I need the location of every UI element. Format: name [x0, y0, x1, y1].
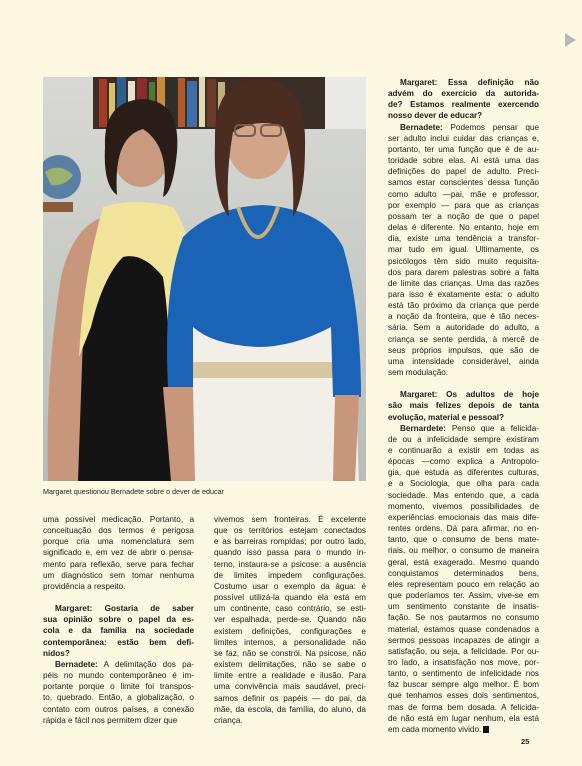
answer-line: criança se sente perdida, à mercê de: [388, 334, 539, 344]
answer-line: delas é diferente. No entanto, hoje em: [388, 223, 539, 233]
body-text-line: mãe, da escola, da família, do aluno, da: [214, 704, 366, 714]
answer-line: em cada momento vivido.: [388, 724, 539, 735]
question-line: nidos?: [43, 648, 70, 658]
answer-line: fação. Se nos pautarmos no consumo: [388, 613, 539, 623]
question-line: são mais felizes depois de tanta: [388, 401, 539, 411]
answer-line: Bernardete: Penso que a felicida-: [400, 423, 539, 433]
answer-line: épocas —como explica a Antropolo-: [388, 457, 539, 467]
answer-line: de limite das crianças. Uma das razões: [388, 278, 539, 288]
answer-line: dia, existe uma tendência a transfor-: [388, 234, 539, 244]
answer-line: a noção da fronteira, que é tão neces-: [388, 312, 539, 322]
answer-line: material, estamos quase condenados a: [388, 624, 539, 634]
body-text-line: significado e, em vez de abrir o pensa-: [43, 548, 194, 558]
answer-line: sem modulação.: [388, 368, 449, 378]
body-text-line: existem delimitações, não se sabe o: [214, 660, 366, 670]
answer-line: por exemplo — para que as crianças: [388, 200, 539, 210]
body-text-line: um diagnóstico sem tomar nenhuma: [43, 570, 194, 580]
body-text-line: limite entre a realidade e ilusão. Para: [214, 671, 366, 681]
text-column-1: [43, 514, 194, 726]
answer-line: momento, vivemos possibilidades de: [388, 501, 539, 511]
body-text-line: ver espalhada, perde-se. Quando não: [214, 615, 366, 625]
answer-line: para isso é exatamente esta: o adulto: [388, 289, 539, 299]
answer-line: que poderíamos ter. Assim, vive-se em: [388, 591, 539, 601]
question-line: sua opinião sobre o papel da es-: [43, 615, 194, 625]
answer-line: tanto, que o consumo de bens mate-: [388, 535, 539, 545]
question-line: de? Estamos realmente exercendo: [388, 100, 539, 110]
body-text-line: criança.: [214, 715, 243, 725]
body-text-line: samos definir os papéis — do pai, da: [214, 693, 366, 703]
answer-line: está tão próximo da criança que perde: [388, 301, 539, 311]
body-text-line: mento para reflexão, serve para fechar: [43, 559, 194, 569]
question-line: Margaret: Os adultos de hoje: [400, 390, 539, 400]
body-text-line: vivemos sem fronteiras. É excelente: [214, 515, 366, 524]
answer-line: dos para darem palestras sobre a falta: [388, 267, 539, 277]
answer-line: rentes ordens. Dá para afirmar, no en-: [388, 524, 539, 534]
answer-line: de ou a infelicidade sempre existiram: [388, 434, 539, 444]
answer-line: sária. Sem a autoridade do adulto, a: [388, 323, 539, 333]
answer-line: uma intensidade considerável, ainda: [388, 356, 539, 366]
answer-line: mar tudo em igual. Ultimamente, os: [388, 245, 539, 255]
body-text-line: possível utilizá-la quando ela está em: [214, 593, 366, 603]
answer-line: portanto, ter uma função que é de au-: [388, 144, 539, 154]
answer-line: conquistamos determinados bens,: [388, 568, 539, 578]
body-text-line: providência a respeito.: [43, 581, 126, 591]
body-text-line: limites internos, a personalidade não: [214, 637, 366, 647]
body-text-line: uma convivência mais saudável, preci-: [214, 682, 366, 692]
body-text-line: existem definições, configurações e: [214, 626, 366, 636]
answer-line: Bernadete: Podemos pensar que: [400, 122, 539, 132]
answer-line: Bernadete: A delimitação dos pa-: [55, 659, 194, 669]
body-text-line: porque cria uma nomenclatura sem: [43, 537, 194, 547]
body-text-line: de limites impedem configurações.: [214, 570, 366, 580]
corner-arrow-icon: [563, 33, 576, 47]
answer-line: psicólogos têm sido muito requisita-: [388, 256, 539, 266]
answer-line: rápida e fácil nos permitem dizer que: [43, 715, 178, 725]
answer-line: contato com outros países, a conexão: [43, 704, 194, 714]
answer-line: como adulto —pai, mãe e professor,: [388, 189, 539, 199]
answer-line: ser adulto inclui cuidar das crianças e,: [388, 133, 539, 143]
answer-line: mas de forma bem dosada. A felicida-: [388, 702, 539, 712]
question-line: cola e da família na sociedade: [43, 626, 194, 636]
question-line: Margaret: Gostaria de saber: [55, 604, 194, 614]
answer-line: experiências emocionais das mais dife-: [388, 512, 539, 522]
answer-line: to, quebrado. Então, a globalização, o: [43, 693, 194, 703]
question-line: Margaret: Essa definição não: [400, 78, 539, 87]
question-line: advém do exercício da autorida-: [388, 89, 539, 99]
question-line: contemporânea: estão bem defi-: [43, 637, 194, 647]
answer-line: geral, está exagerado. Mesmo quando: [388, 557, 539, 567]
end-of-article-icon: [483, 726, 489, 733]
answer-line: samos estar conscientes dessa função: [388, 178, 539, 188]
body-text-line: terno, instaura-se a psicose: a ausência: [214, 559, 366, 569]
body-text-line: quando isso passa para o mundo in-: [214, 548, 366, 558]
answer-line: portante porque o limite foi transpos-: [43, 682, 194, 692]
interview-photo: [43, 77, 366, 481]
body-text-line: um continente, caso contrário, se esti-: [214, 604, 366, 614]
page-number: 25: [521, 737, 530, 746]
answer-line: e a Sociologia, que olha para cada: [388, 479, 539, 489]
answer-line: um sentimento constante de insatis-: [388, 602, 539, 612]
body-text-line: que os territórios estejam conectados: [214, 526, 366, 536]
answer-line: tanto, o sentimento de infelicidade nos: [388, 669, 539, 679]
answer-line: péis no mundo contemporâneo é im-: [43, 671, 194, 681]
body-text-line: e as barreiras rompidas; por outro lado,: [214, 537, 366, 547]
answer-line: eles representam pouco em relação ao: [388, 579, 539, 589]
answer-line: definições do papel de adulto. Preci-: [388, 167, 539, 177]
answer-line: satisfação, ou seja, a felicidade. Por ou-: [388, 646, 539, 656]
answer-line: possam ter a noção de que o papel: [388, 211, 539, 221]
answer-line: seus próprios impulsos, que são de: [388, 345, 539, 355]
answer-line: toridade sobre elas. Aí está uma das: [388, 156, 539, 166]
question-line: evolução, material e pessoal?: [388, 412, 505, 422]
answer-line: sermos pessoas incapazes de atingir a: [388, 635, 539, 645]
body-text-line: se faz, não se constrói. Na psicose, não: [214, 648, 366, 658]
photo-caption: Margaret questionou Bernadete sobre o dever de educar: [43, 487, 225, 496]
answer-line: que tenhamos esses dois sentimentos,: [388, 691, 539, 701]
answer-line: de não está em lugar nenhum, ela está: [388, 713, 539, 723]
answer-line: tro lado, a insatisfação nos move, por-: [388, 657, 539, 667]
text-column-2: [214, 514, 366, 726]
question-line: nosso dever de educar?: [388, 111, 483, 121]
answer-line: sociedade. Mas entendo que, a cada: [388, 490, 539, 500]
body-text-line: uma possível medicação. Portanto, a: [43, 515, 194, 524]
answer-line: e continuarão a existir em todas as: [388, 446, 539, 455]
answer-line: gia, que estuda as diferentes culturas,: [388, 468, 539, 478]
body-text-line: conceituação dos termos é perigosa: [43, 526, 194, 536]
answer-line: riais, ou melhor, o consumo de maneira: [388, 546, 539, 556]
text-column-3: [388, 77, 539, 735]
answer-line: faz buscar sempre algo melhor. É bom: [388, 680, 539, 690]
body-text-line: Costumo usar o exemplo da água: é: [214, 581, 366, 591]
